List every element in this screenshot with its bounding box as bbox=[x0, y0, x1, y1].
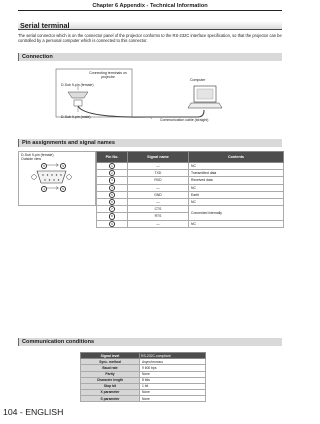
table-row bbox=[97, 184, 284, 191]
col-contents: Contents bbox=[189, 152, 284, 163]
table-row bbox=[97, 198, 284, 205]
condition-label: Stop bit bbox=[81, 383, 140, 389]
signal-name: — bbox=[128, 198, 189, 205]
table-row bbox=[97, 206, 284, 213]
pin-number: 1 bbox=[109, 163, 115, 169]
table-row bbox=[97, 163, 284, 170]
condition-value: 9 600 bps bbox=[140, 365, 206, 371]
db9-face-icon bbox=[37, 171, 66, 183]
contents: NC bbox=[189, 163, 284, 170]
contents: NC bbox=[189, 220, 284, 227]
condition-label: Character length bbox=[81, 377, 140, 383]
condition-label: Parity bbox=[81, 371, 140, 377]
condition-value: None bbox=[140, 371, 206, 377]
connector-pin-label: 1 bbox=[41, 186, 47, 192]
signal-name: RTS bbox=[128, 213, 189, 220]
contents: NC bbox=[189, 184, 284, 191]
label-dsub-female: D-Sub 9-pin (female) bbox=[61, 83, 94, 87]
table-row bbox=[97, 177, 284, 184]
pin-number: 3 bbox=[109, 177, 115, 183]
connector-pin-label: 5 bbox=[60, 186, 66, 192]
contents: Connected internally bbox=[189, 206, 284, 220]
signal-level-value: RS-232C-compliant bbox=[140, 353, 206, 359]
contents: NC bbox=[189, 198, 284, 205]
pin-number: 2 bbox=[109, 170, 115, 176]
label-dsub-male: D-Sub 9-pin (male) bbox=[61, 115, 91, 119]
connector-pin-label: 5 bbox=[41, 163, 47, 169]
signal-level-label: Signal level bbox=[81, 353, 140, 359]
signal-name: — bbox=[128, 163, 189, 170]
pins-heading: Pin assignments and signal names bbox=[18, 139, 282, 147]
condition-value: 1 bit bbox=[140, 383, 206, 389]
condition-value: None bbox=[140, 389, 206, 395]
pin-table-header bbox=[97, 152, 284, 163]
condition-label: Sync. method bbox=[81, 359, 140, 365]
label-computer: Computer bbox=[190, 78, 206, 82]
table-row bbox=[81, 395, 206, 401]
pin-number: 7 bbox=[109, 206, 115, 212]
section-title: Serial terminal bbox=[18, 21, 282, 30]
contents: Earth bbox=[189, 191, 284, 198]
pin-number: 5 bbox=[109, 192, 115, 198]
label-terminals: Connecting terminals on projector bbox=[89, 71, 127, 80]
signal-name: CTS bbox=[128, 206, 189, 213]
pin-number: 9 bbox=[109, 221, 115, 227]
condition-label: Baud rate bbox=[81, 365, 140, 371]
table-row bbox=[97, 220, 284, 227]
signal-name: — bbox=[128, 184, 189, 191]
connector-pin-label: 9 bbox=[60, 163, 66, 169]
signal-name: GND bbox=[128, 191, 189, 198]
page-footer: 104 - ENGLISH bbox=[3, 407, 64, 417]
condition-value: 8 bits bbox=[140, 377, 206, 383]
condition-label: X parameter bbox=[81, 389, 140, 395]
signal-name: TXD bbox=[128, 170, 189, 177]
condition-value: None bbox=[140, 395, 206, 401]
contents: Transmitted data bbox=[189, 170, 284, 177]
connection-heading: Connection bbox=[18, 53, 282, 61]
screw-right-icon bbox=[67, 175, 72, 180]
screw-left-icon bbox=[32, 175, 37, 180]
col-pin-no: Pin No. bbox=[97, 152, 128, 163]
col-signal-name: Signal name bbox=[128, 152, 189, 163]
label-cable: Communication cable (straight) bbox=[160, 118, 209, 122]
signal-name: — bbox=[128, 220, 189, 227]
condition-value: Asynchronous bbox=[140, 359, 206, 365]
table-row bbox=[97, 170, 284, 177]
intro-text: The serial connector which is on the connector panel of the projector conforms to the RS-232C interface specification, so that the projector can be controlled by a personal computer which is connected to this connector. bbox=[18, 33, 282, 44]
pin-number: 4 bbox=[109, 185, 115, 191]
pin-number: 6 bbox=[109, 199, 115, 205]
table-row bbox=[97, 191, 284, 198]
connector-view-label: D-Sub 9-pin (female) Outside view bbox=[21, 153, 54, 162]
pin-number: 8 bbox=[109, 213, 115, 219]
conditions-table bbox=[80, 352, 206, 402]
condition-label: S parameter bbox=[81, 395, 140, 401]
pin-table bbox=[96, 151, 284, 228]
chapter-header: Chapter 6 Appendix - Technical Information bbox=[92, 3, 208, 9]
contents: Received data bbox=[189, 177, 284, 184]
signal-name: RXD bbox=[128, 177, 189, 184]
conditions-heading: Communication conditions bbox=[18, 338, 282, 346]
